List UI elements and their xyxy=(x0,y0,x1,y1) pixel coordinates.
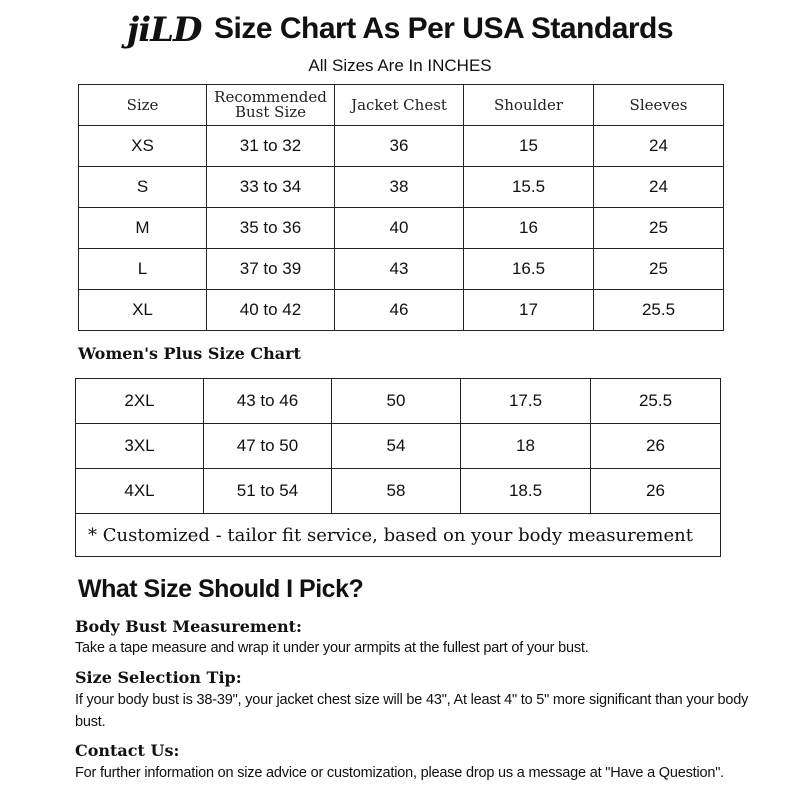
cell-shoulder: 18.5 xyxy=(461,469,591,514)
guide-title: What Size Should I Pick? xyxy=(78,575,364,603)
custom-tailor-note: * Customized - tailor fit service, based on your body measurement xyxy=(76,514,721,557)
table-row xyxy=(79,249,724,290)
cell-shoulder: 15.5 xyxy=(464,167,594,208)
bust-measurement-text: Take a tape measure and wrap it under your armpits at the fullest part of your bust. xyxy=(75,640,589,656)
cell-chest: 40 xyxy=(335,208,464,249)
table-row xyxy=(76,379,721,424)
cell-size: M xyxy=(79,208,207,249)
header-bust-line2: Bust Size xyxy=(234,103,307,121)
plus-size-table xyxy=(75,378,721,557)
cell-bust: 33 to 34 xyxy=(207,167,335,208)
cell-bust: 37 to 39 xyxy=(207,249,335,290)
cell-sleeves: 24 xyxy=(594,126,724,167)
size-table xyxy=(78,84,724,331)
header-jacket-chest: Jacket Chest xyxy=(335,85,464,126)
cell-sleeves: 26 xyxy=(591,424,721,469)
cell-size: 3XL xyxy=(76,424,204,469)
size-tip-text: If your body bust is 38-39", your jacket chest size will be 43", At least 4" to 5" more significant than your body bust. xyxy=(75,692,749,730)
size-table-header-row xyxy=(79,85,724,126)
cell-size: XS xyxy=(79,126,207,167)
cell-shoulder: 15 xyxy=(464,126,594,167)
cell-sleeves: 25.5 xyxy=(594,290,724,331)
cell-chest: 43 xyxy=(335,249,464,290)
cell-chest: 36 xyxy=(335,126,464,167)
cell-chest: 38 xyxy=(335,167,464,208)
table-row xyxy=(76,424,721,469)
cell-sleeves: 25.5 xyxy=(591,379,721,424)
cell-sleeves: 25 xyxy=(594,249,724,290)
cell-size: S xyxy=(79,167,207,208)
table-row xyxy=(79,290,724,331)
page-subtitle: All Sizes Are In INCHES xyxy=(308,56,492,75)
brand-logo: jiLD xyxy=(126,10,202,50)
cell-shoulder: 16 xyxy=(464,208,594,249)
header-recommended-bust xyxy=(207,85,335,126)
table-row xyxy=(76,469,721,514)
contact-text: For further information on size advice or customization, please drop us a message at "Have a Question". xyxy=(75,765,724,781)
cell-shoulder: 17 xyxy=(464,290,594,331)
cell-bust: 51 to 54 xyxy=(204,469,332,514)
cell-shoulder: 17.5 xyxy=(461,379,591,424)
header-shoulder: Shoulder xyxy=(464,85,594,126)
cell-chest: 46 xyxy=(335,290,464,331)
custom-note-row xyxy=(76,514,721,557)
cell-sleeves: 24 xyxy=(594,167,724,208)
cell-sleeves: 25 xyxy=(594,208,724,249)
cell-chest: 50 xyxy=(332,379,461,424)
cell-bust: 43 to 46 xyxy=(204,379,332,424)
cell-size: 2XL xyxy=(76,379,204,424)
cell-bust: 40 to 42 xyxy=(207,290,335,331)
table-row xyxy=(79,208,724,249)
page-header xyxy=(0,10,800,50)
contact-heading: Contact Us: xyxy=(75,741,180,760)
cell-size: L xyxy=(79,249,207,290)
cell-chest: 54 xyxy=(332,424,461,469)
cell-size: 4XL xyxy=(76,469,204,514)
table-row xyxy=(79,126,724,167)
plus-size-heading: Women's Plus Size Chart xyxy=(78,344,301,363)
cell-chest: 58 xyxy=(332,469,461,514)
cell-shoulder: 16.5 xyxy=(464,249,594,290)
table-row xyxy=(79,167,724,208)
bust-measurement-heading: Body Bust Measurement: xyxy=(75,617,302,636)
cell-bust: 31 to 32 xyxy=(207,126,335,167)
cell-bust: 47 to 50 xyxy=(204,424,332,469)
cell-sleeves: 26 xyxy=(591,469,721,514)
page-title: Size Chart As Per USA Standards xyxy=(213,12,674,45)
header-bust-line1: Recommended xyxy=(214,88,327,106)
cell-size: XL xyxy=(79,290,207,331)
size-tip-heading: Size Selection Tip: xyxy=(75,668,242,687)
header-size: Size xyxy=(79,85,207,126)
header-sleeves: Sleeves xyxy=(594,85,724,126)
cell-shoulder: 18 xyxy=(461,424,591,469)
cell-bust: 35 to 36 xyxy=(207,208,335,249)
